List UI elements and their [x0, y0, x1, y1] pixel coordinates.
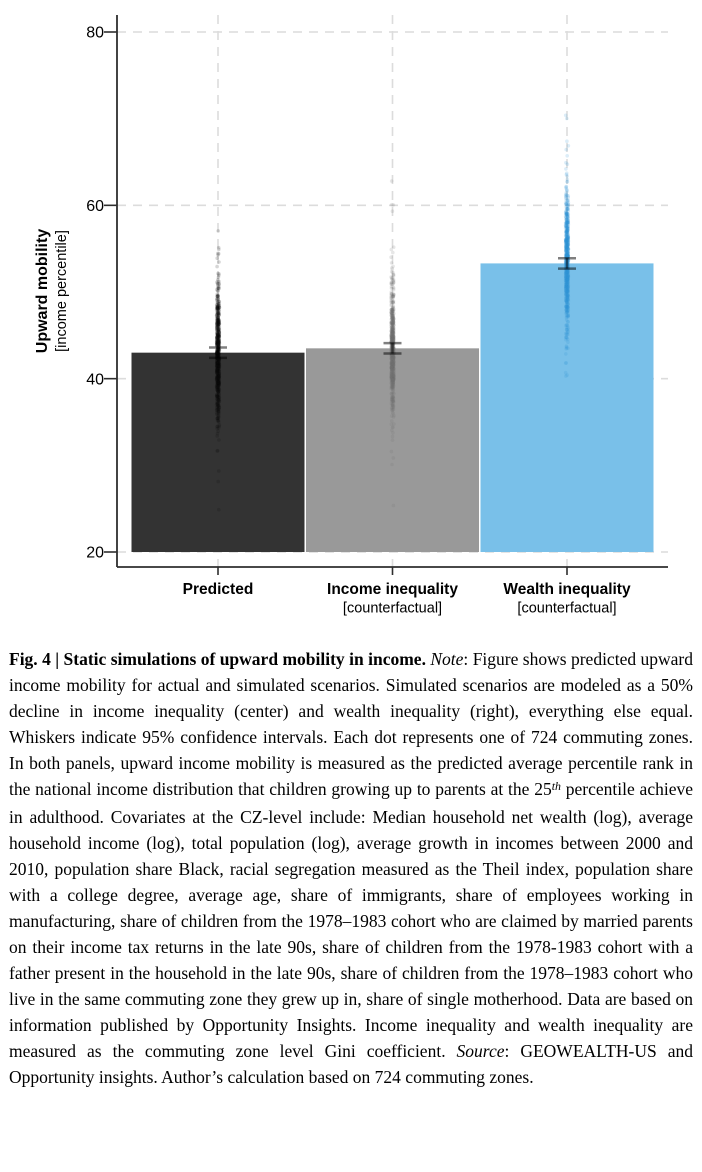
y-tick-40: 40 [86, 371, 104, 389]
caption-segment: : GEOWEALTH-US and Opportunity insights. Author’s calculation based on 724 commuting zones. [9, 1041, 693, 1087]
caption-segment: Fig. 4 | Static simulations of upward mobility in income. [9, 649, 431, 669]
figure-caption [9, 646, 693, 1090]
x-label-predicted: Predicted [182, 581, 254, 598]
y-axis-subtitle: [income percentile] [54, 230, 70, 352]
y-tick-80: 80 [86, 24, 104, 42]
caption-segment: : Figure shows predicted upward income mobility for actual and simulated scenarios. Simulated scenarios are modeled as a 50% decline in income inequality (center) and wealth inequality (right), everything else equal. Whiskers indicate 95% confidence intervals. Each dot represents one of 724 commuting zones. In both panels, upward income mobility is measured as the predicted average percentile rank in the national income distribution that children growing up to parents at the 25 [9, 649, 693, 799]
caption-segment: Note [430, 649, 464, 669]
caption-segment: percentile achieve in adulthood. Covariates at the CZ-level include: Median household net wealth (log), average household income (log), total population (log), average growth in incomes between 2000 and 2010, population share Black, racial segregation measured as the Theil index, population share with a college degree, average age, share of immigrants, share of employees working in manufacturing, share of children from the 1978–1983 cohort who are claimed by married parents on their income tax returns in the late 90s, share of children from the 1978-1983 cohort with a father present in the household in the late 90s, share of children from the 1978–1983 cohort who live in the same commuting zone they grew up in, share of single motherhood. Data are based on information published by Opportunity Insights. Income inequality and wealth inequality are measured as the commuting zone level Gini coefficient. [9, 779, 693, 1061]
x-sublabel-wealth-counterfactual: [counterfactual] [517, 600, 617, 617]
y-tick-60: 60 [86, 198, 104, 215]
caption-segment: th [551, 778, 561, 793]
x-label-wealth-inequality: Wealth inequality [503, 581, 631, 598]
caption-segment: Source [456, 1041, 505, 1061]
x-label-income-inequality: Income inequality [327, 581, 458, 598]
y-axis-title: Upward mobility [34, 228, 51, 354]
y-tick-20: 20 [86, 544, 104, 562]
x-sublabel-income-counterfactual: [counterfactual] [342, 600, 443, 617]
